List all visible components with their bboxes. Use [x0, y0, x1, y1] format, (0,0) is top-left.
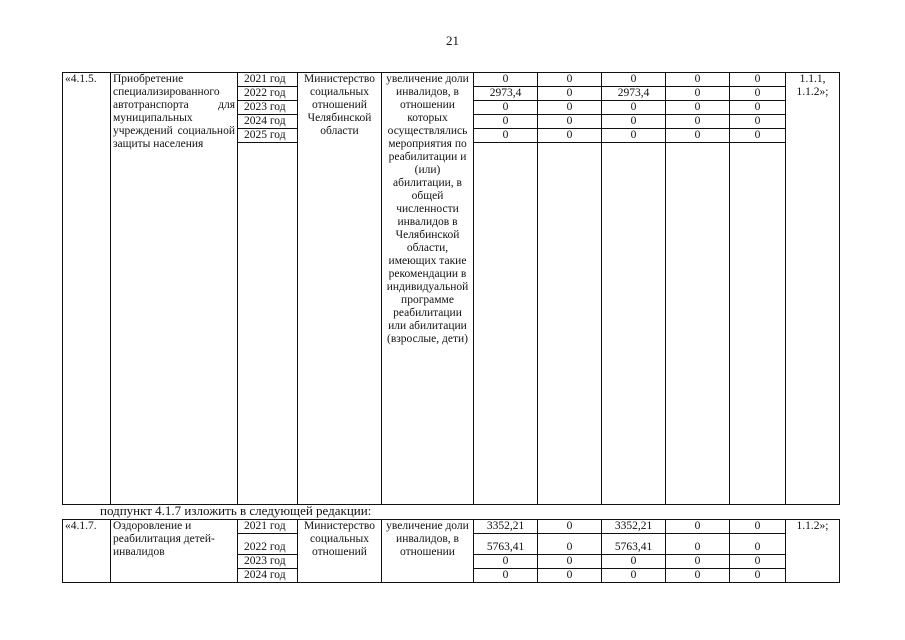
value-cell: 0 [666, 129, 730, 143]
value-cell: 0 [666, 520, 730, 534]
value-cell: 0 [730, 87, 786, 101]
value-cell: 0 [474, 555, 538, 569]
reference-cell: 1.1.2»; [786, 520, 840, 583]
value-cell: 0 [474, 115, 538, 129]
item-code: «4.1.7. [63, 520, 111, 583]
value-cell: 0 [730, 520, 786, 534]
value-cell: 0 [602, 73, 666, 87]
year-cell: 2023 год [238, 101, 298, 115]
program-table-4-1-5 [62, 72, 840, 505]
value-cell: 0 [666, 115, 730, 129]
value-cell: 0 [474, 569, 538, 583]
page-number: 21 [446, 33, 459, 48]
value-cell: 0 [730, 534, 786, 555]
value-cell: 0 [602, 115, 666, 129]
value-cell: 0 [538, 520, 602, 534]
value-cell: 0 [538, 87, 602, 101]
value-cell: 0 [602, 569, 666, 583]
year-cell: 2025 год [238, 129, 298, 143]
value-cell: 5763,41 [602, 534, 666, 555]
executor-cell: Министерство социальных отношений Челябинской области [298, 73, 382, 505]
value-cell: 0 [474, 73, 538, 87]
year-cell: 2021 год [238, 520, 298, 534]
value-cell: 0 [666, 555, 730, 569]
value-cell: 0 [538, 534, 602, 555]
empty-cell [730, 143, 786, 505]
value-cell: 0 [730, 555, 786, 569]
value-cell: 0 [730, 101, 786, 115]
year-cell: 2022 год [238, 534, 298, 555]
value-cell: 0 [602, 101, 666, 115]
value-cell: 0 [538, 129, 602, 143]
value-cell: 2973,4 [602, 87, 666, 101]
value-cell: 2973,4 [474, 87, 538, 101]
value-cell: 3352,21 [602, 520, 666, 534]
value-cell: 0 [666, 73, 730, 87]
program-table-4-1-7 [62, 519, 840, 583]
value-cell: 0 [730, 569, 786, 583]
year-cell: 2021 год [238, 73, 298, 87]
empty-cell [666, 143, 730, 505]
table-row [63, 73, 840, 87]
year-cell: 2024 год [238, 115, 298, 129]
value-cell: 0 [666, 87, 730, 101]
value-cell: 0 [666, 534, 730, 555]
value-cell: 0 [538, 555, 602, 569]
value-cell: 0 [538, 115, 602, 129]
value-cell: 0 [474, 129, 538, 143]
value-cell: 0 [730, 115, 786, 129]
value-cell: 0 [602, 555, 666, 569]
empty-cell [238, 143, 298, 505]
value-cell: 0 [538, 569, 602, 583]
item-name: Приобретение специализированного автотранспорта для муниципальных учреждений социальной защиты населения [111, 73, 238, 505]
value-cell: 0 [666, 569, 730, 583]
year-cell: 2023 год [238, 555, 298, 569]
item-code: «4.1.5. [63, 73, 111, 505]
indicator-cell: увеличение доли инвалидов, в отношении которых осуществлялись мероприятия по реабилитации и (или) абилитации, в общей численности инвалидов в Челябинской области, имеющих такие рекомендации в индивидуальной программе реабилитации или абилитации (взрослые, дети) [382, 73, 474, 505]
sub-clause-text: подпункт 4.1.7 изложить в следующей редакции: [100, 503, 372, 518]
year-cell: 2024 год [238, 569, 298, 583]
indicator-cell: увеличение доли инвалидов, в отношении [382, 520, 474, 583]
reference-cell: 1.1.1, 1.1.2»; [786, 73, 840, 505]
value-cell: 0 [730, 129, 786, 143]
table-row [63, 520, 840, 534]
empty-cell [602, 143, 666, 505]
empty-cell [538, 143, 602, 505]
value-cell: 0 [730, 73, 786, 87]
year-cell: 2022 год [238, 87, 298, 101]
value-cell: 0 [538, 101, 602, 115]
value-cell: 0 [538, 73, 602, 87]
value-cell: 0 [602, 129, 666, 143]
executor-cell: Министерство социальных отношений [298, 520, 382, 583]
value-cell: 0 [474, 101, 538, 115]
value-cell: 0 [666, 101, 730, 115]
item-name: Оздоровление и реабилитация детей-инвалидов [111, 520, 238, 583]
value-cell: 5763,41 [474, 534, 538, 555]
empty-cell [474, 143, 538, 505]
value-cell: 3352,21 [474, 520, 538, 534]
